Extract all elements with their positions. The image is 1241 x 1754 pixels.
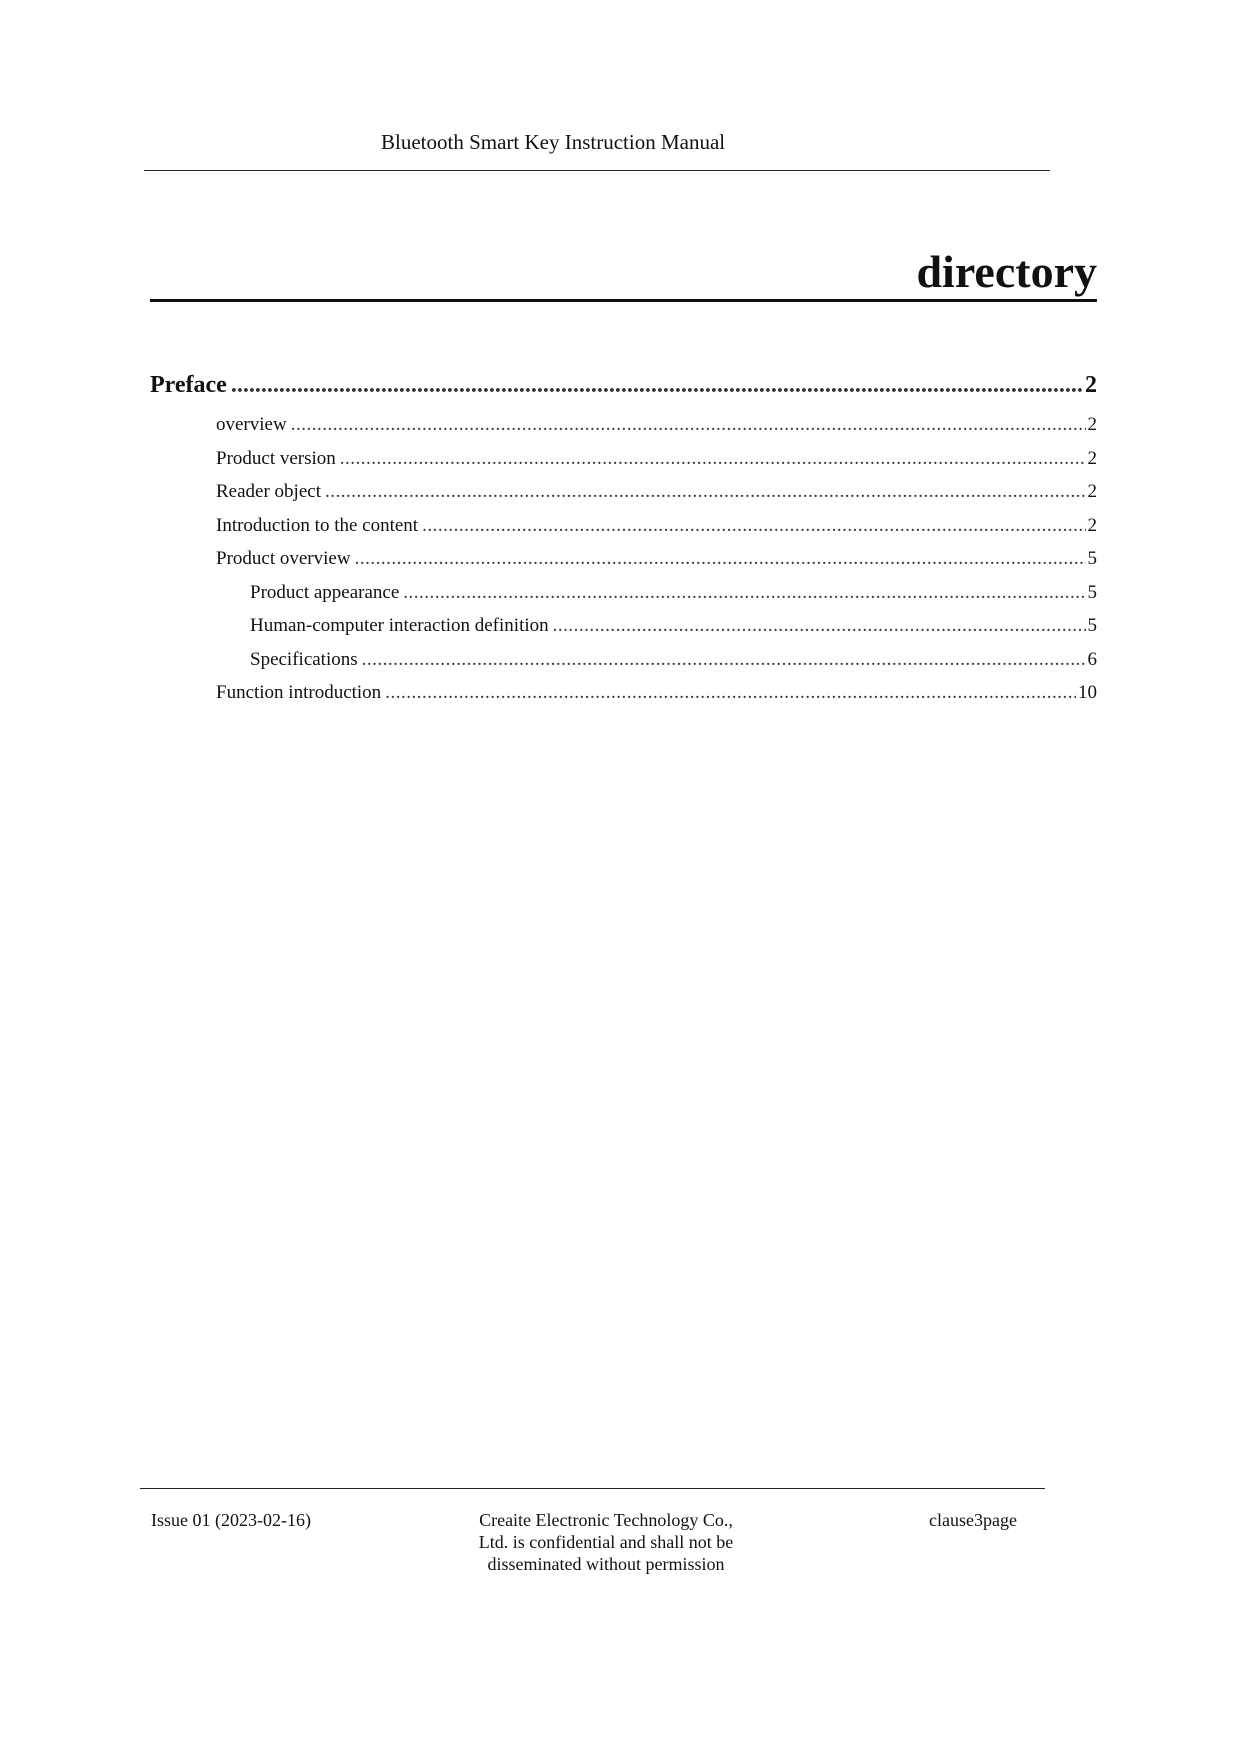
toc-entry-page: 2 bbox=[1085, 372, 1097, 398]
toc-entry-overview[interactable] bbox=[150, 408, 1097, 442]
toc-entry-label: Product appearance bbox=[250, 581, 400, 603]
toc-dot-leader bbox=[422, 509, 1085, 543]
toc-entry-label: Reader object bbox=[216, 481, 321, 502]
toc-heading-divider bbox=[150, 299, 1097, 302]
header-divider bbox=[144, 170, 1050, 171]
footer-page-label: clause3page bbox=[929, 1510, 1017, 1530]
table-of-contents bbox=[150, 366, 1097, 710]
toc-entry-introduction-to-content[interactable] bbox=[150, 509, 1097, 543]
toc-dot-leader bbox=[403, 576, 1085, 610]
toc-dot-leader bbox=[385, 676, 1076, 710]
toc-entry-label: Introduction to the content bbox=[216, 514, 419, 536]
toc-entry-page: 5 bbox=[1087, 581, 1097, 603]
toc-entry-page: 10 bbox=[1078, 682, 1097, 703]
toc-dot-leader bbox=[340, 442, 1086, 476]
footer-divider bbox=[140, 1488, 1045, 1489]
toc-dot-leader bbox=[553, 609, 1086, 643]
toc-entry-label: Product overview bbox=[216, 548, 351, 569]
footer-confidentiality-notice: Creaite Electronic Technology Co., Ltd. is confidential and shall not be disseminated without permission bbox=[478, 1510, 734, 1574]
toc-entry-page: 5 bbox=[1087, 548, 1097, 569]
footer-issue-date: Issue 01 (2023-02-16) bbox=[151, 1510, 311, 1530]
toc-entry-product-version[interactable] bbox=[150, 442, 1097, 476]
toc-entry-label: Function introduction bbox=[216, 682, 382, 703]
document-header-title: Bluetooth Smart Key Instruction Manual bbox=[381, 130, 726, 154]
toc-entry-page: 2 bbox=[1087, 514, 1097, 536]
toc-entry-reader-object[interactable] bbox=[150, 475, 1097, 509]
toc-entry-product-appearance[interactable] bbox=[150, 576, 1097, 610]
toc-dot-leader bbox=[325, 475, 1086, 509]
toc-entry-preface[interactable] bbox=[150, 366, 1097, 404]
toc-dot-leader bbox=[231, 366, 1083, 404]
toc-dot-leader bbox=[355, 542, 1086, 576]
toc-entry-page: 2 bbox=[1087, 414, 1097, 435]
toc-entry-label: overview bbox=[216, 414, 287, 435]
toc-entry-page: 5 bbox=[1087, 615, 1097, 636]
toc-entry-page: 2 bbox=[1087, 481, 1097, 502]
toc-entry-function-introduction[interactable] bbox=[150, 676, 1097, 710]
toc-entry-product-overview[interactable] bbox=[150, 542, 1097, 576]
toc-dot-leader bbox=[362, 643, 1086, 677]
toc-entry-label: Specifications bbox=[250, 648, 358, 670]
toc-heading: directory bbox=[916, 246, 1097, 297]
toc-entry-page: 2 bbox=[1087, 447, 1097, 469]
toc-entry-label: Product version bbox=[216, 447, 336, 469]
toc-entry-page: 6 bbox=[1087, 648, 1097, 670]
toc-entry-specifications[interactable] bbox=[150, 643, 1097, 677]
toc-entry-human-computer-interaction[interactable] bbox=[150, 609, 1097, 643]
toc-entry-label: Human-computer interaction definition bbox=[250, 615, 549, 636]
toc-dot-leader bbox=[291, 408, 1086, 442]
toc-entry-label: Preface bbox=[150, 372, 227, 398]
